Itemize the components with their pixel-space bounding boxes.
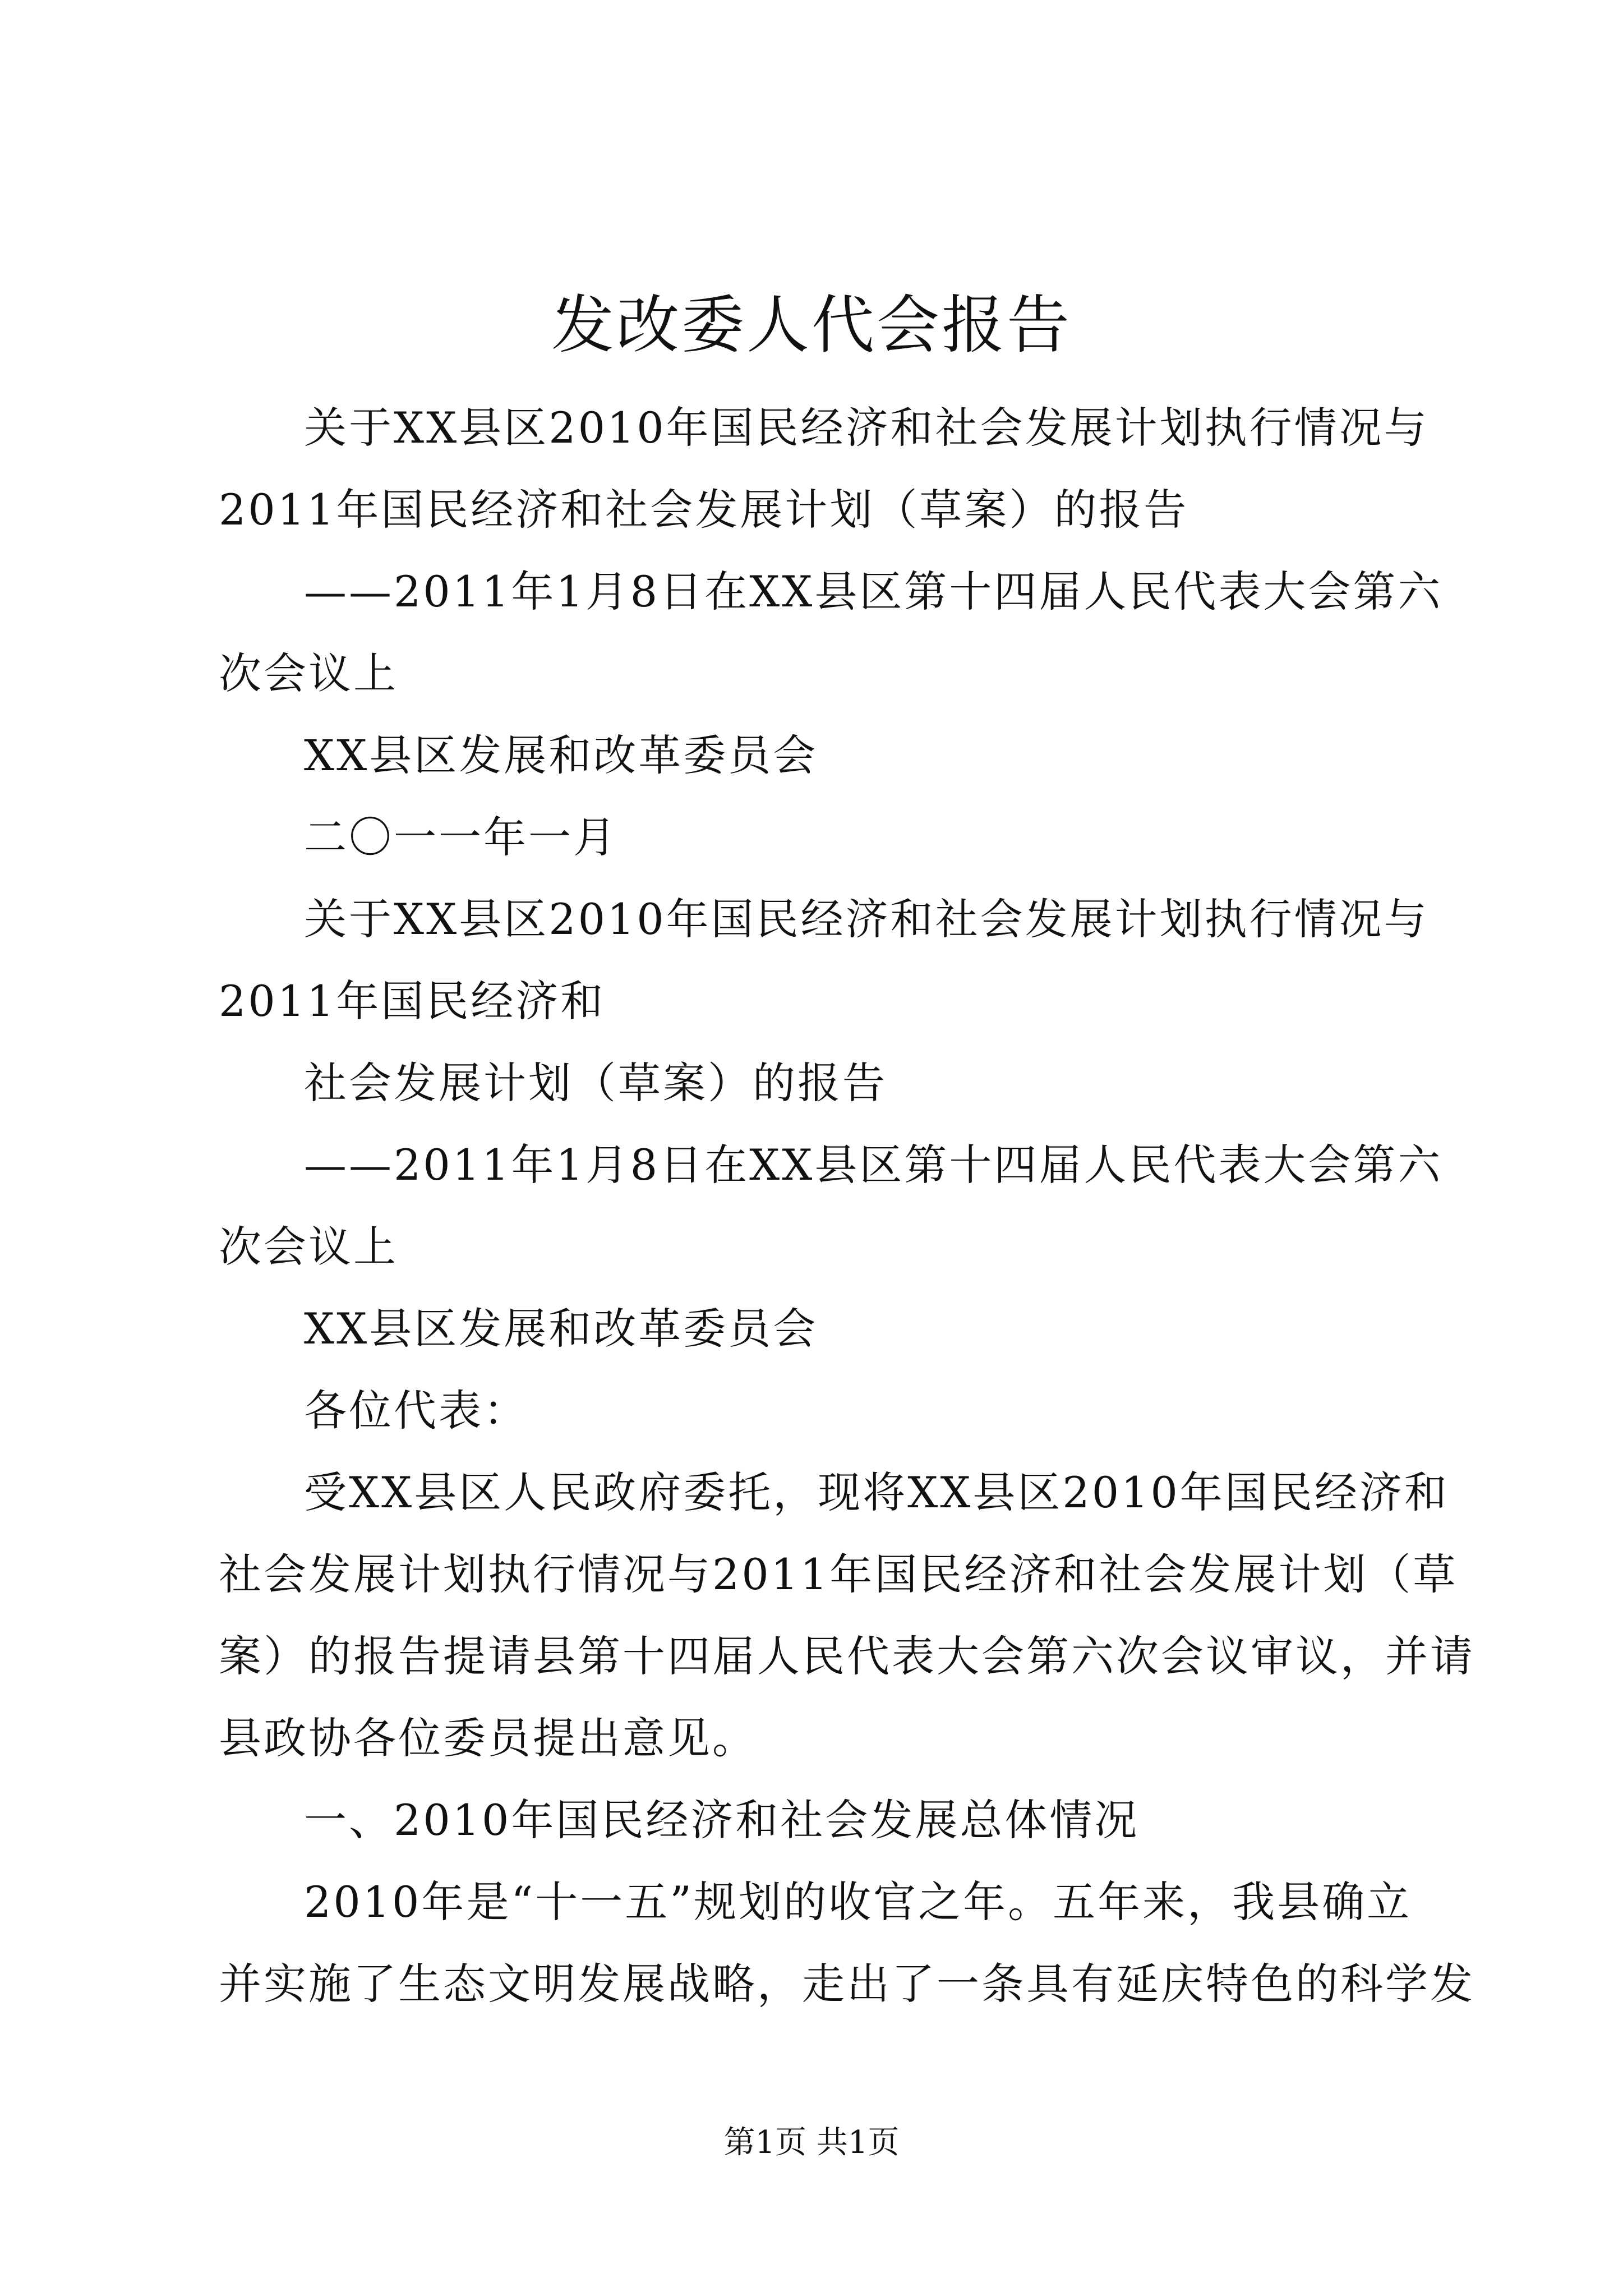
text-line: 并实施了生态文明发展战略，走出了一条具有延庆特色的科学发 [219,1959,1475,2009]
text-line: 社会发展计划（草案）的报告 [304,1058,887,1108]
text-line: 2011年国民经济和社会发展计划（草案）的报告 [219,485,1189,535]
text-line: 2011年国民经济和 [219,976,606,1026]
page-footer: 第1页 共1页 [723,2124,900,2161]
text-line: 二〇一一年一月 [304,812,618,862]
text-line: 一、2010年国民经济和社会发展总体情况 [304,1795,1140,1845]
document-title: 发改委人代会报告 [551,289,1072,362]
text-line: ——2011年1月8日在XX县区第十四届人民代表大会第六 [304,567,1443,616]
text-line: 次会议上 [219,1222,398,1272]
text-line: 受XX县区人民政府委托，现将XX县区2010年国民经济和 [304,1467,1449,1517]
text-line: XX县区发展和改革委员会 [304,730,818,780]
text-line: ——2011年1月8日在XX县区第十四届人民代表大会第六 [304,1140,1443,1190]
document-body [219,387,1475,2025]
text-line: 次会议上 [219,648,398,698]
text-line: 关于XX县区2010年国民经济和社会发展计划执行情况与 [304,403,1429,453]
text-line: XX县区发展和改革委员会 [304,1304,818,1354]
text-line: 案）的报告提请县第十四届人民代表大会第六次会议审议，并请 [219,1631,1475,1681]
text-line: 县政协各位委员提出意见。 [219,1713,757,1763]
text-line: 关于XX县区2010年国民经济和社会发展计划执行情况与 [304,894,1429,944]
text-line: 2010年是“十一五”规划的收官之年。五年来，我县确立 [304,1877,1412,1927]
text-line: 社会发展计划执行情况与2011年国民经济和社会发展计划（草 [219,1549,1458,1599]
text-line: 各位代表： [304,1386,528,1435]
